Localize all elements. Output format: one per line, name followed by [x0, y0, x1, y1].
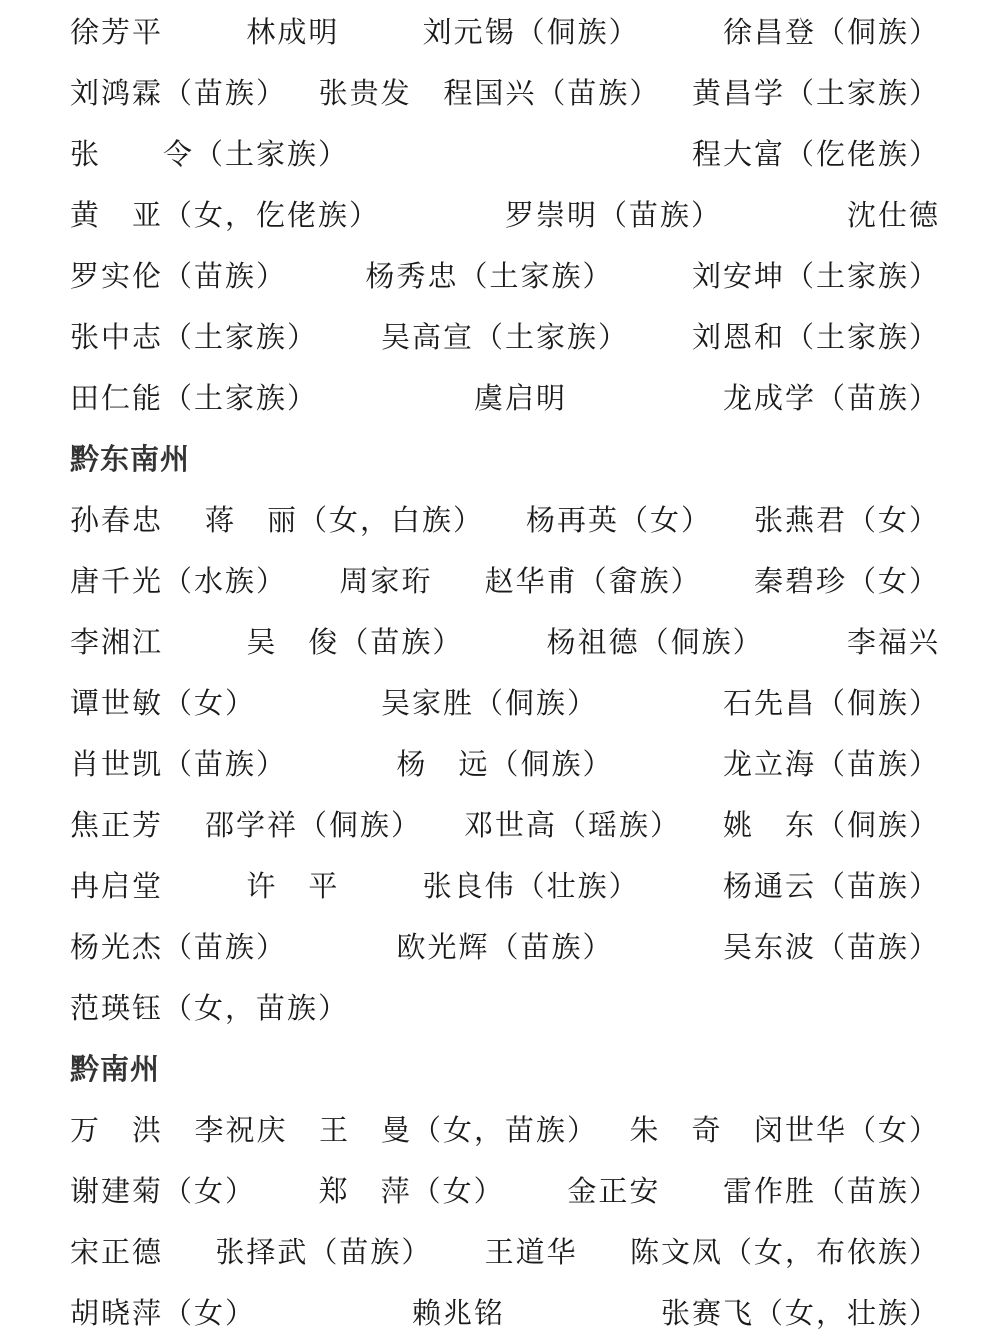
person-name: 吴 俊（苗族） [246, 625, 464, 659]
name-line [70, 854, 940, 915]
person-name: 邓世高（瑶族） [463, 808, 681, 842]
name-line [70, 671, 940, 732]
name-line [70, 0, 940, 61]
section-heading-qiannan: 黔南州 [70, 1052, 161, 1086]
name-line [70, 305, 940, 366]
person-name: 王道华 [484, 1235, 578, 1269]
name-line [70, 915, 940, 976]
name-line [70, 610, 940, 671]
person-name: 唐千光（水族） [70, 564, 288, 598]
person-name: 罗崇明（苗族） [504, 198, 722, 232]
person-name: 许 平 [246, 869, 340, 903]
person-name: 杨祖德（侗族） [546, 625, 764, 659]
name-line [70, 366, 940, 427]
person-name: 张中志（土家族） [70, 320, 319, 354]
person-name: 肖世凯（苗族） [70, 747, 288, 781]
person-name: 赖兆铭 [411, 1296, 505, 1330]
person-name: 徐昌登（侗族） [722, 15, 940, 49]
name-line [70, 122, 940, 183]
section-qiannan [70, 1098, 940, 1342]
person-name: 吴家胜（侗族） [380, 686, 598, 720]
person-name: 张赛飞（女，壮族） [660, 1296, 940, 1330]
name-list-page [70, 0, 940, 1342]
person-name: 朱 奇 [629, 1113, 723, 1147]
section-qiandongnan [70, 488, 940, 1037]
name-line [70, 976, 940, 1037]
person-name: 刘元锡（侗族） [422, 15, 640, 49]
person-name: 刘恩和（土家族） [691, 320, 940, 354]
person-name: 赵华甫（畲族） [484, 564, 702, 598]
person-name: 张燕君（女） [753, 503, 940, 537]
name-line [70, 1159, 940, 1220]
person-name: 程大富（仡佬族） [691, 137, 940, 171]
person-name: 郑 萍（女） [318, 1174, 505, 1208]
person-name: 徐芳平 [70, 15, 164, 49]
person-name: 李湘江 [70, 625, 164, 659]
person-name: 焦正芳 [70, 808, 164, 842]
person-name: 秦碧珍（女） [753, 564, 940, 598]
name-line [70, 488, 940, 549]
person-name: 谢建菊（女） [70, 1174, 257, 1208]
person-name: 虞启明 [473, 381, 567, 415]
person-name: 李福兴 [846, 625, 940, 659]
person-name: 宋正德 [70, 1235, 164, 1269]
name-line [70, 1281, 940, 1342]
person-name: 闵世华（女） [753, 1113, 940, 1147]
person-name: 刘安坤（土家族） [691, 259, 940, 293]
person-name: 石先昌（侗族） [722, 686, 940, 720]
person-name: 沈仕德 [846, 198, 940, 232]
person-name: 蒋 丽（女，白族） [204, 503, 484, 537]
person-name: 杨光杰（苗族） [70, 930, 288, 964]
person-name: 冉启堂 [70, 869, 164, 903]
section-continued [70, 0, 940, 427]
person-name: 杨通云（苗族） [722, 869, 940, 903]
person-name: 周家珩 [339, 564, 433, 598]
person-name: 田仁能（土家族） [70, 381, 319, 415]
person-name: 王 曼（女，苗族） [318, 1113, 598, 1147]
person-name: 李祝庆 [194, 1113, 288, 1147]
person-name: 林成明 [246, 15, 340, 49]
person-name: 孙春忠 [70, 503, 164, 537]
person-name: 张贵发 [318, 76, 412, 110]
person-name: 姚 东（侗族） [722, 808, 940, 842]
name-line [70, 183, 940, 244]
person-name: 杨 远（侗族） [396, 747, 614, 781]
name-line [70, 732, 940, 793]
person-name: 龙立海（苗族） [722, 747, 940, 781]
person-name: 罗实伦（苗族） [70, 259, 288, 293]
person-name: 张良伟（壮族） [422, 869, 640, 903]
person-name: 陈文凤（女，布依族） [629, 1235, 940, 1269]
section-heading-qiandongnan: 黔东南州 [70, 442, 191, 476]
name-line [70, 793, 940, 854]
person-name: 杨秀忠（土家族） [365, 259, 614, 293]
name-line [70, 1098, 940, 1159]
person-name: 张择武（苗族） [215, 1235, 433, 1269]
person-name: 雷作胜（苗族） [722, 1174, 940, 1208]
person-name: 龙成学（苗族） [722, 381, 940, 415]
person-name: 邵学祥（侗族） [204, 808, 422, 842]
person-name: 万 洪 [70, 1113, 164, 1147]
person-name: 金正安 [567, 1174, 661, 1208]
person-name: 吴高宣（土家族） [380, 320, 629, 354]
person-name: 吴东波（苗族） [722, 930, 940, 964]
person-name: 胡晓萍（女） [70, 1296, 257, 1330]
person-name: 欧光辉（苗族） [396, 930, 614, 964]
person-name: 杨再英（女） [525, 503, 712, 537]
person-name: 黄 亚（女，仡佬族） [70, 198, 381, 232]
person-name: 刘鸿霖（苗族） [70, 76, 288, 110]
name-line [70, 1220, 940, 1281]
person-name: 谭世敏（女） [70, 686, 257, 720]
person-name: 张 令（土家族） [70, 137, 350, 171]
name-line [70, 244, 940, 305]
person-name: 程国兴（苗族） [443, 76, 661, 110]
name-line [70, 549, 940, 610]
name-line [70, 61, 940, 122]
person-name: 黄昌学（土家族） [691, 76, 940, 110]
person-name: 范瑛钰（女，苗族） [70, 991, 350, 1025]
